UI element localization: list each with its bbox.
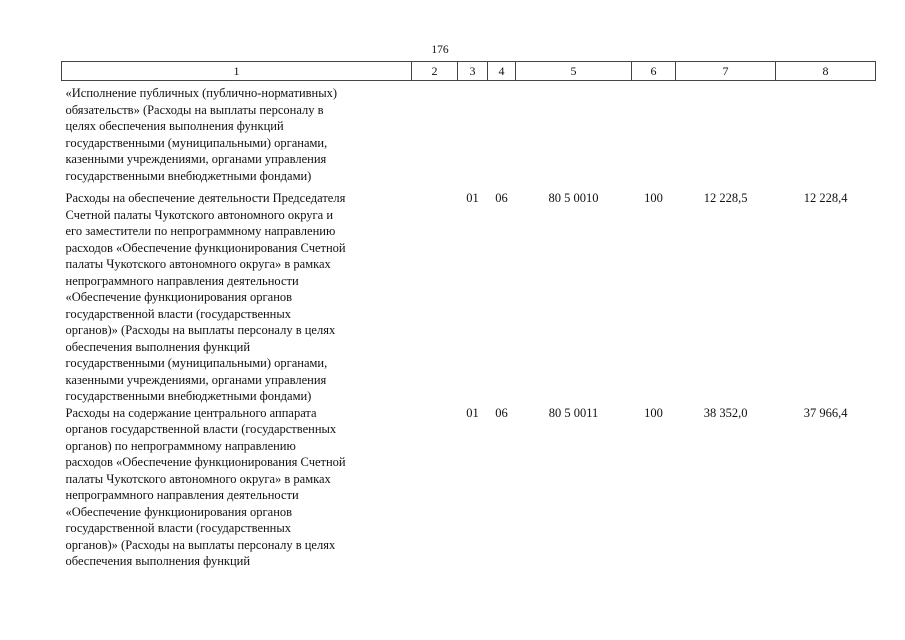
desc-line: Счетной палаты Чукотского автономного округа и [65, 207, 334, 222]
desc-line: органов государственной власти (государственных [65, 422, 337, 436]
cell-col-4: 06 [495, 191, 508, 205]
cell-col-5: 80 5 0011 [548, 405, 599, 420]
header-col-1: 1 [62, 62, 412, 81]
desc-line: «Обеспечение функционирования органов [65, 290, 293, 304]
row-description [62, 190, 412, 405]
desc-line: казенными учреждениями, органами управления [65, 372, 327, 387]
desc-line: обеспечения выполнения функций [65, 339, 251, 354]
cell-col-6: 100 [644, 405, 663, 420]
cell-col-3: 01 [466, 191, 479, 205]
cell-col-5: 80 5 0010 [548, 191, 599, 205]
row-description [62, 405, 412, 570]
table-row [62, 190, 876, 405]
desc-line: целях обеспечения выполнения функций [65, 119, 284, 133]
header-col-6: 6 [632, 62, 676, 81]
header-col-5: 5 [516, 62, 632, 81]
desc-line: «Обеспечение функционирования органов [65, 504, 293, 519]
desc-line: «Исполнение публичных (публично-нормативных) [65, 86, 338, 100]
cell-col-6: 100 [644, 191, 663, 205]
table-row [62, 81, 876, 191]
desc-line: обязательств» (Расходы на выплаты персоналу в [65, 102, 324, 117]
desc-line: его заместители по непрограммному направлению [65, 224, 336, 238]
header-col-4: 4 [488, 62, 516, 81]
desc-line: расходов «Обеспечение функционирования Счетной [65, 240, 346, 255]
table-row [62, 405, 876, 570]
cell-col-8: 37 966,4 [803, 405, 848, 420]
cell-col-4 [488, 81, 516, 191]
desc-line: органов)» (Расходы на выплаты персоналу в целях [65, 323, 336, 337]
header-col-2: 2 [412, 62, 458, 81]
desc-line: государственной власти (государственных [65, 521, 292, 535]
desc-line: органов) по непрограммному направлению [65, 438, 296, 453]
desc-line: органов)» (Расходы на выплаты персоналу в целях [65, 537, 336, 552]
desc-line: непрограммного направления деятельности [65, 273, 299, 288]
cell-col-2 [412, 81, 458, 191]
desc-line: обеспечения выполнения функций [65, 554, 251, 568]
cell-col-2 [412, 405, 458, 570]
cell-col-7: 12 228,5 [703, 191, 748, 205]
desc-line: государственной власти (государственных [65, 306, 292, 321]
desc-line: непрограммного направления деятельности [65, 488, 299, 502]
row-description [62, 81, 412, 191]
budget-table [61, 61, 876, 570]
desc-line: расходов «Обеспечение функционирования Счетной [65, 455, 346, 469]
cell-col-3: 01 [466, 405, 479, 420]
desc-line: государственными внебюджетными фондами) [65, 389, 312, 403]
cell-col-7: 38 352,0 [703, 405, 748, 420]
cell-col-8 [776, 81, 876, 191]
cell-col-6 [632, 81, 676, 191]
desc-line: Расходы на обеспечение деятельности Председателя [65, 191, 346, 205]
desc-line: государственными внебюджетными фондами) [65, 168, 312, 183]
desc-line: Расходы на содержание центрального аппарата [65, 405, 317, 420]
table-header-row [62, 62, 876, 81]
page-number: 176 [431, 44, 449, 56]
desc-line: государственными (муниципальными) органами, [65, 356, 328, 370]
cell-col-2 [412, 190, 458, 405]
desc-line: палаты Чукотского автономного округа» в рамках [65, 471, 331, 486]
cell-col-7 [676, 81, 776, 191]
cell-col-3 [458, 81, 488, 191]
header-col-8: 8 [776, 62, 876, 81]
cell-col-5 [516, 81, 632, 191]
header-col-3: 3 [458, 62, 488, 81]
desc-line: казенными учреждениями, органами управления [65, 152, 327, 166]
desc-line: палаты Чукотского автономного округа» в рамках [65, 257, 331, 271]
cell-col-8: 12 228,4 [803, 191, 848, 205]
header-col-7: 7 [676, 62, 776, 81]
desc-line: государственными (муниципальными) органами, [65, 135, 328, 150]
cell-col-4: 06 [495, 405, 508, 420]
